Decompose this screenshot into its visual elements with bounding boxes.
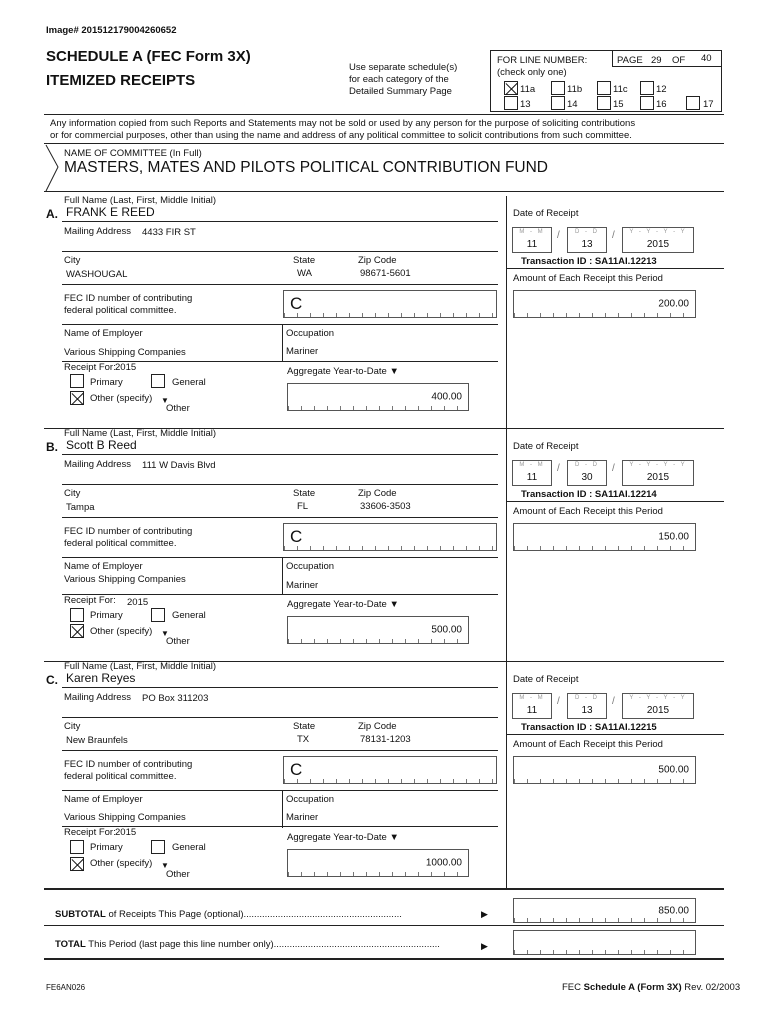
fec-id-field[interactable]: C — [283, 290, 497, 318]
receipt-for-label: Receipt For: — [64, 595, 116, 606]
subtotal-field[interactable]: 850.00 — [513, 898, 696, 923]
employer-label: Name of Employer — [64, 328, 143, 339]
other-checkbox[interactable] — [70, 624, 84, 638]
receipt-year: 2015 — [115, 827, 137, 838]
other-checkbox[interactable] — [70, 857, 84, 871]
general-label: General — [172, 610, 206, 621]
primary-checkbox[interactable] — [70, 374, 84, 388]
fec-id-field[interactable]: C — [283, 523, 497, 551]
image-number: Image# 201512179004260652 — [46, 25, 177, 36]
full-name-label: Full Name (Last, First, Middle Initial) — [64, 195, 217, 206]
date-of-receipt-label: Date of Receipt — [513, 674, 579, 685]
page-total: 40 — [701, 53, 712, 64]
line-15-label: 15 — [613, 99, 624, 110]
line-13-checkbox[interactable] — [504, 96, 518, 110]
line-number-label: FOR LINE NUMBER: — [497, 55, 588, 66]
committee-arrow-icon — [44, 143, 64, 193]
line-12-label: 12 — [656, 84, 667, 95]
full-name-label: Full Name (Last, First, Middle Initial) — [64, 661, 217, 672]
page-label: PAGE — [617, 55, 643, 66]
line-17-checkbox[interactable] — [686, 96, 700, 110]
date-day[interactable]: D - D 30 — [567, 460, 607, 486]
employer-value[interactable]: Various Shipping Companies — [64, 347, 186, 358]
checked-x-icon — [71, 625, 85, 639]
line-11a-checkbox[interactable] — [504, 81, 518, 95]
mailing-address[interactable]: PO Box 311203 — [142, 693, 209, 704]
entry-letter: C. — [46, 673, 58, 687]
aggregate-label: Aggregate Year-to-Date ▼ — [287, 366, 399, 377]
entry-letter: B. — [46, 440, 58, 454]
fec-id-label: FEC ID number of contributing federal political committee. — [64, 293, 193, 316]
contributor-name[interactable]: FRANK E REED — [66, 205, 155, 219]
zip-label: Zip Code — [358, 255, 397, 266]
employer-label: Name of Employer — [64, 794, 143, 805]
zip-value[interactable]: 78131-1203 — [360, 734, 411, 745]
of-label: OF — [672, 55, 686, 66]
occupation-label: Occupation — [286, 561, 335, 572]
receipt-for-label: Receipt For: — [64, 827, 116, 838]
line-16-checkbox[interactable] — [640, 96, 654, 110]
aggregate-field[interactable]: 1000.00 — [287, 849, 469, 877]
line-14-label: 14 — [567, 99, 578, 110]
receipt-year: 2015 — [127, 597, 149, 608]
receipt-year: 2015 — [115, 362, 137, 373]
transaction-id: Transaction ID : SA11AI.12214 — [521, 489, 657, 500]
amount-field[interactable]: 200.00 — [513, 290, 696, 318]
general-label: General — [172, 377, 206, 388]
primary-label: Primary — [90, 377, 123, 388]
state-value[interactable]: WA — [297, 268, 312, 279]
committee-label: NAME OF COMMITTEE (In Full) — [64, 148, 202, 159]
aggregate-field[interactable]: 500.00 — [287, 616, 469, 644]
amount-field[interactable]: 150.00 — [513, 523, 696, 551]
line-15-checkbox[interactable] — [597, 96, 611, 110]
other-specify-label: Other (specify) — [90, 858, 153, 869]
contributor-name[interactable]: Karen Reyes — [66, 671, 136, 685]
fec-id-field[interactable]: C — [283, 756, 497, 784]
mailing-address[interactable]: 111 W Davis Blvd — [142, 460, 216, 471]
entry-letter: A. — [46, 207, 58, 221]
aggregate-field[interactable]: 400.00 — [287, 383, 469, 411]
date-year[interactable]: Y - Y - Y - Y 2015 — [622, 693, 694, 719]
date-day[interactable]: D - D 13 — [567, 693, 607, 719]
mailing-address-label: Mailing Address — [64, 692, 132, 703]
checked-x-icon — [505, 82, 519, 96]
arrow-down-icon: ▼ — [161, 396, 169, 405]
state-value[interactable]: TX — [297, 734, 310, 745]
occupation-value[interactable]: Mariner — [286, 580, 319, 591]
city-value[interactable]: New Braunfels — [66, 735, 128, 746]
occupation-label: Occupation — [286, 328, 335, 339]
employer-value[interactable]: Various Shipping Companies — [64, 812, 186, 823]
line-13-label: 13 — [520, 99, 531, 110]
general-label: General — [172, 842, 206, 853]
line-12-checkbox[interactable] — [640, 81, 654, 95]
line-16-label: 16 — [656, 99, 667, 110]
employer-value[interactable]: Various Shipping Companies — [64, 574, 186, 585]
aggregate-label: Aggregate Year-to-Date ▼ — [287, 832, 399, 843]
line-17-label: 17 — [703, 99, 714, 110]
form-code: FE6AN026 — [46, 983, 86, 992]
fec-id-label: FEC ID number of contributing federal political committee. — [64, 759, 193, 782]
primary-label: Primary — [90, 842, 123, 853]
other-specify-label: Other (specify) — [90, 393, 153, 404]
city-value[interactable]: WASHOUGAL — [66, 269, 128, 280]
mailing-address-label: Mailing Address — [64, 459, 132, 470]
mailing-address[interactable]: 4433 FIR ST — [142, 227, 196, 238]
contributor-name[interactable]: Scott B Reed — [66, 438, 137, 452]
total-label: TOTAL This Period (last page this line number only)............................................................... — [55, 939, 440, 950]
zip-label: Zip Code — [358, 721, 397, 732]
other-text[interactable]: Other — [166, 636, 190, 647]
total-arrow-icon: ▶ — [481, 941, 488, 951]
separate-schedule-note: Use separate schedule(s) for each category of the Detailed Summary Page — [349, 62, 458, 97]
line-11c-checkbox[interactable] — [597, 81, 611, 95]
occupation-value[interactable]: Mariner — [286, 346, 319, 357]
date-day[interactable]: D - D 13 — [567, 227, 607, 253]
date-month[interactable]: M - M 11 — [512, 460, 552, 486]
line-11b-checkbox[interactable] — [551, 81, 565, 95]
date-year[interactable]: Y - Y - Y - Y 2015 — [622, 227, 694, 253]
date-month[interactable]: M - M 11 — [512, 693, 552, 719]
general-checkbox[interactable] — [151, 840, 165, 854]
city-value[interactable]: Tampa — [66, 502, 95, 513]
amount-field[interactable]: 500.00 — [513, 756, 696, 784]
state-label: State — [293, 255, 316, 266]
transaction-id: Transaction ID : SA11AI.12213 — [521, 256, 657, 267]
date-month[interactable]: M - M 11 — [512, 227, 552, 253]
other-text[interactable]: Other — [166, 869, 190, 880]
checked-x-icon — [71, 392, 85, 406]
checked-x-icon — [71, 858, 85, 872]
city-label: City — [64, 488, 81, 499]
primary-checkbox[interactable] — [70, 840, 84, 854]
date-year[interactable]: Y - Y - Y - Y 2015 — [622, 460, 694, 486]
primary-label: Primary — [90, 610, 123, 621]
employer-label: Name of Employer — [64, 561, 143, 572]
state-value[interactable]: FL — [297, 501, 309, 512]
state-label: State — [293, 488, 316, 499]
page-number: 29 — [651, 55, 662, 66]
mailing-address-label: Mailing Address — [64, 226, 132, 237]
amount-label: Amount of Each Receipt this Period — [513, 273, 663, 284]
occupation-value[interactable]: Mariner — [286, 812, 319, 823]
city-label: City — [64, 721, 81, 732]
date-of-receipt-label: Date of Receipt — [513, 208, 579, 219]
fec-id-label: FEC ID number of contributing federal political committee. — [64, 526, 193, 549]
other-checkbox[interactable] — [70, 391, 84, 405]
other-text[interactable]: Other — [166, 403, 190, 414]
general-checkbox[interactable] — [151, 374, 165, 388]
occupation-label: Occupation — [286, 794, 335, 805]
zip-value[interactable]: 33606-3503 — [360, 501, 411, 512]
committee-name: MASTERS, MATES AND PILOTS POLITICAL CONTRIBUTION FUND — [64, 159, 549, 176]
amount-label: Amount of Each Receipt this Period — [513, 739, 663, 750]
arrow-down-icon: ▼ — [161, 629, 169, 638]
primary-checkbox[interactable] — [70, 608, 84, 622]
line-11c-label: 11c — [613, 84, 628, 95]
line-11a-label: 11a — [520, 84, 536, 95]
receipt-for-label: Receipt For: — [64, 362, 116, 373]
line-11b-label: 11b — [567, 84, 583, 95]
state-label: State — [293, 721, 316, 732]
footer-reference: FEC Schedule A (Form 3X) Rev. 02/2003 — [562, 982, 741, 993]
total-field[interactable] — [513, 930, 696, 955]
amount-label: Amount of Each Receipt this Period — [513, 506, 663, 517]
schedule-subtitle: ITEMIZED RECEIPTS — [46, 72, 196, 89]
other-specify-label: Other (specify) — [90, 626, 153, 637]
check-only-one: (check only one) — [497, 67, 567, 78]
subtotal-label: SUBTOTAL of Receipts This Page (optional)............................................................ — [55, 909, 402, 920]
general-checkbox[interactable] — [151, 608, 165, 622]
city-label: City — [64, 255, 81, 266]
zip-label: Zip Code — [358, 488, 397, 499]
zip-value[interactable]: 98671-5601 — [360, 268, 411, 279]
date-of-receipt-label: Date of Receipt — [513, 441, 579, 452]
transaction-id: Transaction ID : SA11AI.12215 — [521, 722, 657, 733]
arrow-down-icon: ▼ — [161, 861, 169, 870]
schedule-title: SCHEDULE A (FEC Form 3X) — [46, 48, 251, 65]
line-14-checkbox[interactable] — [551, 96, 565, 110]
full-name-label: Full Name (Last, First, Middle Initial) — [64, 428, 217, 439]
aggregate-label: Aggregate Year-to-Date ▼ — [287, 599, 399, 610]
subtotal-arrow-icon: ▶ — [481, 909, 488, 919]
notice-text: Any information copied from such Reports and Statements may not be sold or used by any person for the purpose of soliciting contributions or for commercial purposes, other than using the name and address of any political committee to solicit contributions from such committee. — [50, 118, 636, 141]
